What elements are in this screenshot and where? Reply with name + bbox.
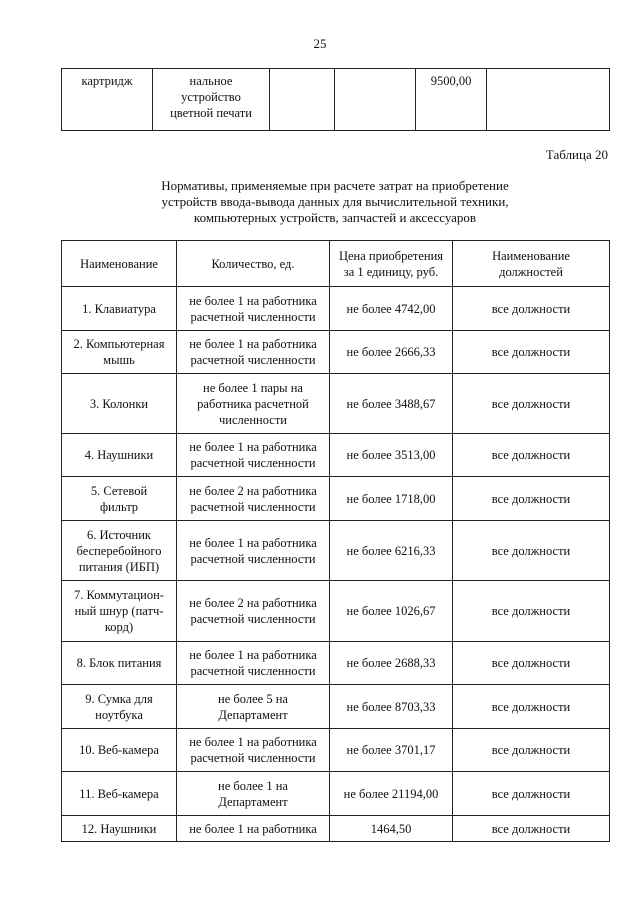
cell-quantity: не более 1 на работника расчетной численности [177,642,330,685]
cell-name: 8. Блок питания [62,642,177,685]
title-line: устройств ввода-вывода данных для вычислительной техники, [161,194,509,209]
cell-price: не более 2666,33 [330,331,453,374]
table-title [60,178,610,226]
cell-price: не более 4742,00 [330,287,453,331]
cell-positions: все должности [453,331,610,374]
cell-name: 4. Наушники [62,434,177,477]
cell-positions: все должности [453,521,610,581]
cell-quantity: не более 5 на Департамент [177,685,330,729]
header-name: Наименование [62,241,177,287]
cell-positions: все должности [453,685,610,729]
table-row [62,69,610,131]
header-row [62,241,610,287]
table-row [62,521,610,581]
cell-price: не более 21194,00 [330,772,453,816]
cell-name: 3. Колонки [62,374,177,434]
table-row [62,434,610,477]
cell-name: 2. Компьютерная мышь [62,331,177,374]
cell-name: 5. Сетевой фильтр [62,477,177,521]
table-row [62,477,610,521]
table-label: Таблица 20 [545,147,608,162]
cell-price: 1464,50 [330,816,453,842]
table-row [62,772,610,816]
table-row [62,287,610,331]
header-price: Цена приобретения за 1 единицу, руб. [330,241,453,287]
cell-name: 12. Наушники [62,816,177,842]
header-positions: Наименование должностей [453,241,610,287]
table-cell: 9500,00 [416,69,487,131]
table-row [62,729,610,772]
table-cell [487,69,610,131]
table-cell: картридж [62,69,153,131]
cell-price: не более 3701,17 [330,729,453,772]
cell-positions: все должности [453,816,610,842]
cell-quantity: не более 1 на работника расчетной численности [177,434,330,477]
cell-name: 9. Сумка для ноутбука [62,685,177,729]
cell-positions: все должности [453,772,610,816]
header-quantity: Количество, ед. [177,241,330,287]
table-cell [335,69,416,131]
title-line: компьютерных устройств, запчастей и аксессуаров [193,210,477,225]
table-row [62,685,610,729]
cell-quantity: не более 1 на работника расчетной численности [177,729,330,772]
cell-quantity: не более 1 на работника [177,816,330,842]
cell-quantity: не более 1 пары на работника расчетной численности [177,374,330,434]
cell-price: не более 3513,00 [330,434,453,477]
table-cell [270,69,335,131]
cell-quantity: не более 2 на работника расчетной численности [177,477,330,521]
table-row [62,331,610,374]
norms-table [61,240,610,842]
cell-quantity: не более 1 на работника расчетной численности [177,331,330,374]
cell-positions: все должности [453,477,610,521]
cell-quantity: не более 1 на Департамент [177,772,330,816]
cell-price: не более 2688,33 [330,642,453,685]
table-row [62,581,610,642]
cell-positions: все должности [453,374,610,434]
cell-positions: все должности [453,287,610,331]
continued-table-fragment [61,68,610,131]
title-line: Нормативы, применяемые при расчете затрат на приобретение [161,178,509,193]
cell-quantity: не более 1 на работника расчетной численности [177,521,330,581]
page-number: 25 [313,36,327,51]
cell-name: 1. Клавиатура [62,287,177,331]
table-cell: нальное устройство цветной печати [153,69,270,131]
cell-positions: все должности [453,434,610,477]
table-row [62,374,610,434]
cell-positions: все должности [453,729,610,772]
cell-price: не более 8703,33 [330,685,453,729]
cell-quantity: не более 2 на работника расчетной численности [177,581,330,642]
cell-name: 6. Источник бесперебойного питания (ИБП) [62,521,177,581]
cell-name: 10. Веб-камера [62,729,177,772]
table-row [62,816,610,842]
table-row [62,642,610,685]
cell-name: 11. Веб-камера [62,772,177,816]
cell-price: не более 3488,67 [330,374,453,434]
cell-positions: все должности [453,642,610,685]
cell-name: 7. Коммутацион- ный шнур (патч- корд) [62,581,177,642]
cell-price: не более 1718,00 [330,477,453,521]
cell-price: не более 6216,33 [330,521,453,581]
cell-positions: все должности [453,581,610,642]
cell-quantity: не более 1 на работника расчетной численности [177,287,330,331]
cell-price: не более 1026,67 [330,581,453,642]
